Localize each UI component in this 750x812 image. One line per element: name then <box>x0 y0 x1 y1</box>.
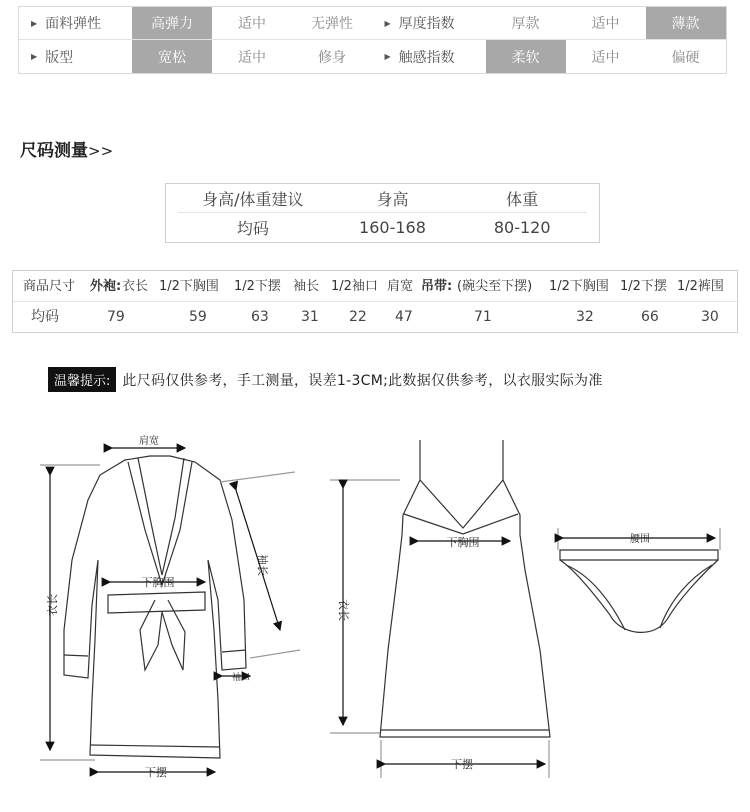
size-section-suffix: >> <box>88 142 114 160</box>
robe-measures <box>40 448 300 772</box>
table-cell: 59 <box>189 309 207 325</box>
attribute-option: 高弹力 <box>132 7 212 39</box>
robe-collar <box>138 458 184 575</box>
triangle-right-icon: ▶ <box>384 18 391 28</box>
table-header-cell: 身高/体重建议 <box>202 189 304 209</box>
robe-hem <box>91 745 219 747</box>
attribute-name-label: 触感指数 <box>398 49 455 66</box>
attribute-group <box>19 7 373 39</box>
table-header-cell: 衣长 <box>122 279 149 294</box>
robe-cuff-left <box>64 655 88 656</box>
briefs-waist-label: 腰围 <box>630 534 650 545</box>
attribute-name <box>19 7 132 39</box>
table-cell: 160-168 <box>359 218 426 237</box>
slip-bust-label: 下胸围 <box>446 536 480 549</box>
briefs-outline <box>560 560 718 632</box>
robe-cuff-label: 袖口 <box>232 673 251 683</box>
table-cell: 79 <box>107 309 125 325</box>
slip-length-label: 衣长 <box>337 599 350 621</box>
table-cell: 均码 <box>31 309 59 325</box>
robe-belt <box>108 592 205 613</box>
table-header-cell: 体重 <box>506 189 539 209</box>
attribute-option: 适中 <box>238 49 266 66</box>
attribute-group <box>373 7 727 39</box>
robe-cuff-right <box>222 650 246 652</box>
attribute-option: 无弹性 <box>311 16 353 32</box>
attribute-option: 适中 <box>591 49 620 66</box>
robe-shoulder-label: 肩宽 <box>139 436 159 447</box>
notice-text: 此尺码仅供参考，手工测量，误差1-3CM;此数据仅供参考，以衣服实际为准 <box>122 372 603 389</box>
table-header-cell: (碗尖至下摆) <box>457 279 533 294</box>
slip-labels <box>337 535 480 771</box>
attribute-option: 适中 <box>591 16 620 32</box>
table-cell: 80-120 <box>493 218 551 237</box>
notice-label: 温馨提示: <box>48 367 116 392</box>
attribute-option: 适中 <box>238 16 266 32</box>
size-section-title-text: 尺码测量 <box>20 141 88 161</box>
briefs-labels <box>630 533 650 545</box>
measurement-table <box>12 270 738 333</box>
table-header-cell: 外袍: <box>90 279 122 294</box>
triangle-right-icon: ▶ <box>31 18 38 28</box>
attribute-row <box>19 40 726 73</box>
table-header-row <box>13 271 737 302</box>
attribute-option: 薄款 <box>646 7 726 39</box>
table-header-cell: 1/2下摆 <box>620 279 667 294</box>
table-cell: 63 <box>251 309 269 325</box>
robe-outline <box>64 456 246 758</box>
robe-guide-sleeve-top <box>220 472 295 482</box>
table-header-cell: 吊带: <box>421 279 453 294</box>
table-cell: 71 <box>474 309 492 325</box>
attribute-option: 修身 <box>318 49 346 66</box>
attribute-row <box>19 7 726 40</box>
slip-measures <box>330 480 549 778</box>
attribute-option: 柔软 <box>486 40 566 73</box>
attribute-name-label: 厚度指数 <box>398 16 455 32</box>
attribute-option: 偏硬 <box>671 49 700 66</box>
table-header-cell: 袖长 <box>293 279 320 294</box>
attribute-group <box>19 40 373 73</box>
robe-guide-sleeve-bottom <box>250 650 300 658</box>
attribute-name <box>373 7 486 39</box>
table-header-cell: 身高 <box>376 189 409 209</box>
attribute-option: 宽松 <box>132 40 212 73</box>
fabric-attributes-table <box>18 6 727 74</box>
robe-bust-label: 下胸围 <box>141 576 175 589</box>
table-cell: 30 <box>701 309 719 325</box>
table-header-cell: 1/2裤围 <box>677 279 724 294</box>
table-header-cell: 商品尺寸 <box>23 279 76 294</box>
robe-diagram <box>64 456 246 758</box>
briefs-diagram <box>560 550 718 632</box>
table-cell: 66 <box>641 309 659 325</box>
table-row <box>178 213 587 242</box>
measurement-diagrams <box>0 400 750 800</box>
table-cell: 32 <box>576 309 594 325</box>
table-row <box>13 302 737 333</box>
table-header-cell: 1/2下摆 <box>234 279 281 294</box>
triangle-right-icon: ▶ <box>384 52 391 61</box>
notice-bar <box>48 367 603 392</box>
slip-cups <box>404 514 518 534</box>
height-weight-table <box>165 183 600 243</box>
table-cell: 22 <box>349 309 367 325</box>
slip-outline <box>380 440 550 737</box>
table-cell: 均码 <box>236 219 269 238</box>
table-cell: 47 <box>395 309 413 325</box>
table-header-cell: 1/2袖口 <box>331 279 378 294</box>
robe-length-label: 衣长 <box>46 594 59 616</box>
robe-labels <box>46 434 270 779</box>
table-header-cell: 1/2下胸围 <box>159 279 219 294</box>
robe-sleeve-label: 袖长 <box>256 554 269 576</box>
attribute-name <box>373 40 486 73</box>
attribute-group <box>373 40 727 73</box>
attribute-name-label: 面料弹性 <box>45 16 102 32</box>
robe-hem-label: 下摆 <box>145 766 167 779</box>
briefs-leg-left <box>566 565 625 630</box>
table-header-row <box>178 184 587 213</box>
attribute-name-label: 版型 <box>45 49 74 66</box>
table-header-cell: 1/2下胸围 <box>549 279 609 294</box>
slip-diagram <box>380 440 550 737</box>
table-header-cell: 肩宽 <box>387 279 414 294</box>
slip-neckline <box>420 480 503 528</box>
attribute-option: 厚款 <box>511 16 540 32</box>
slip-hem-label: 下摆 <box>451 758 473 771</box>
briefs-waistband <box>560 550 718 560</box>
triangle-right-icon: ▶ <box>31 52 38 61</box>
table-cell: 31 <box>301 309 319 325</box>
size-section-title <box>20 136 113 161</box>
attribute-name <box>19 40 132 73</box>
